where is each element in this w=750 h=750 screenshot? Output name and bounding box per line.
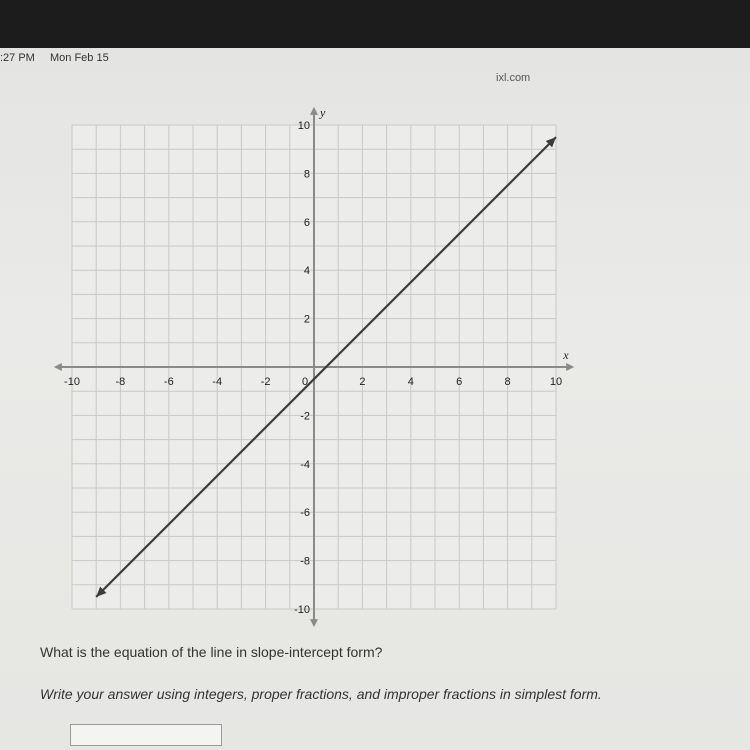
x-tick-label: 0 [301, 376, 309, 388]
x-tick-label: -8 [115, 376, 126, 388]
y-tick-label: -6 [300, 507, 310, 520]
x-tick-label: -4 [212, 376, 223, 388]
x-tick-label: -10 [64, 376, 80, 388]
x-axis-arrow-right [566, 363, 574, 371]
answer-input[interactable] [70, 724, 222, 746]
status-date: Mon Feb 15 [50, 52, 109, 64]
x-tick-label: 6 [456, 376, 463, 388]
url-label: ixl.com [496, 72, 531, 84]
y-tick-label: -2 [300, 410, 310, 423]
y-tick-label: -10 [294, 604, 310, 616]
y-tick-label: 2 [303, 313, 310, 326]
y-tick-label: 4 [303, 265, 310, 278]
x-tick-label: 2 [359, 376, 366, 388]
x-tick-label: 4 [407, 376, 414, 388]
coordinate-graph [60, 105, 590, 620]
y-tick-label: -4 [300, 458, 310, 471]
x-axis-label: x [563, 348, 569, 362]
y-tick-label: 10 [297, 120, 310, 132]
x-tick-label: 8 [504, 376, 511, 388]
y-tick-label: -8 [300, 555, 310, 568]
question-text: What is the equation of the line in slope-intercept form? [40, 644, 383, 660]
y-tick-label: 6 [303, 216, 310, 229]
y-axis-label: y [320, 105, 326, 120]
y-tick-label: 8 [303, 168, 310, 181]
x-tick-label: -2 [260, 376, 271, 388]
x-tick-label: -6 [163, 376, 174, 388]
instructions-text: Write your answer using integers, proper fractions, and improper fractions in simplest form. [40, 686, 602, 702]
y-axis-arrow-up [310, 107, 318, 115]
status-time: :27 PM [0, 52, 35, 64]
x-tick-label: 10 [549, 376, 563, 388]
